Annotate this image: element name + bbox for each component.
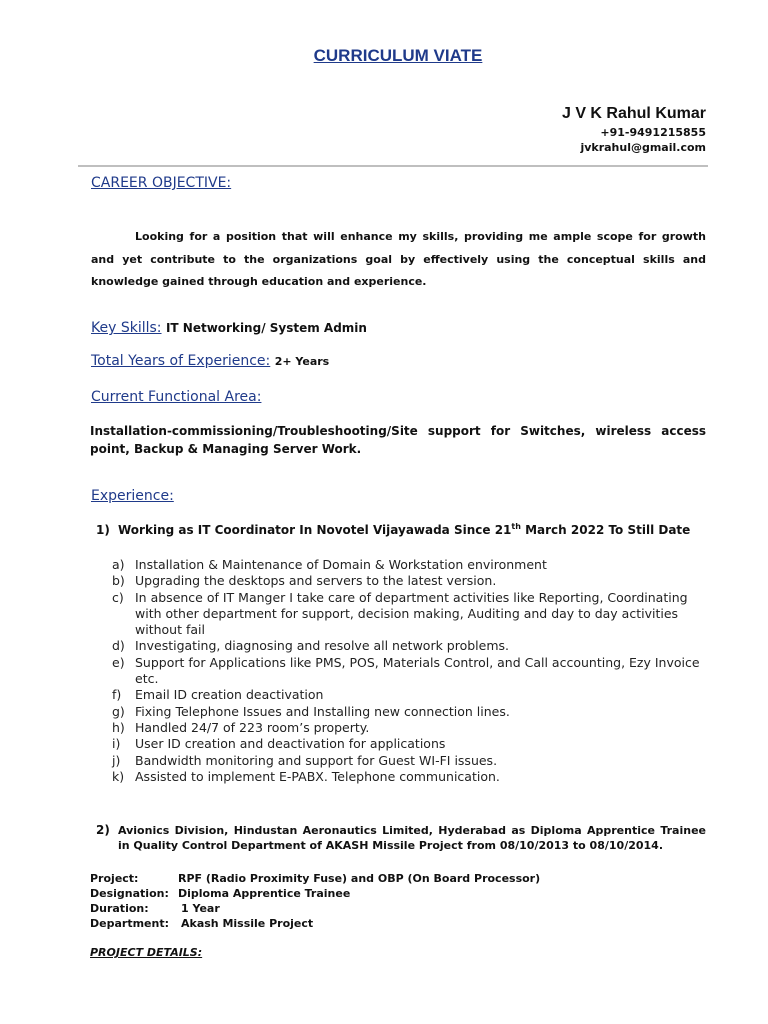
list-item: c) In absence of IT Manger I take care of department activities like Reporting, Coordinating with other department for support, decision making, Auditing and day to day activities without fail xyxy=(112,589,688,638)
document-title: CURRICULUM VIATE xyxy=(313,46,483,65)
career-objective-heading: CAREER OBJECTIVE: xyxy=(91,175,232,191)
list-item: g) Fixing Telephone Issues and Installing new connection lines. xyxy=(112,703,510,719)
list-item: k) Assisted to implement E-PABX. Telephone communication. xyxy=(112,768,500,784)
project-details-heading: PROJECT DETAILS: xyxy=(90,946,203,959)
list-item: j) Bandwidth monitoring and support for Guest WI-FI issues. xyxy=(112,752,498,768)
department-row: Department: Akash Missile Project xyxy=(90,917,314,930)
phone-number: +91-9491215855 xyxy=(600,126,706,139)
job1-responsibilities xyxy=(112,557,706,785)
project-summary xyxy=(90,871,540,931)
job1-heading: 1) Working as IT Coordinator In Novotel Vijayawada Since 21th March 2022 To Still Date xyxy=(96,522,691,537)
list-item: a) Installation & Maintenance of Domain & Workstation environment xyxy=(112,557,547,572)
list-item: d) Investigating, diagnosing and resolve all network problems. xyxy=(112,638,510,654)
list-item: h) Handled 24/7 of 223 room’s property. xyxy=(112,719,370,735)
duration-row: Duration: 1 Year xyxy=(90,902,220,915)
total-experience-line: Total Years of Experience: 2+ Years xyxy=(91,353,330,369)
project-row: Project: RPF (Radio Proximity Fuse) and OBP (On Board Processor) xyxy=(90,872,541,885)
functional-area-text: Installation-commissioning/Troubleshooting/Site support for Switches, wireless access point, Backup & Managing Server Work. xyxy=(90,424,706,456)
header-divider xyxy=(78,165,708,167)
career-objective-text: Looking for a position that will enhance my skills, providing me ample scope for growth and yet contribute to the organizations goal by effectively using the conceptual skills and knowledge gained through education and experience. xyxy=(91,230,706,288)
list-item: b) Upgrading the desktops and servers to the latest version. xyxy=(112,573,497,589)
list-item: f) Email ID creation deactivation xyxy=(112,687,324,703)
total-experience-value: 2+ Years xyxy=(274,355,330,368)
key-skills-value: IT Networking/ System Admin xyxy=(165,321,367,335)
functional-area-heading: Current Functional Area: xyxy=(91,389,262,405)
designation-row: Designation: Diploma Apprentice Trainee xyxy=(90,887,351,900)
key-skills-line: Key Skills: IT Networking/ System Admin xyxy=(91,320,367,336)
experience-heading: Experience: xyxy=(91,488,174,504)
email-address: jvkrahul@gmail.com xyxy=(580,141,706,154)
list-item: e) Support for Applications like PMS, POS, Materials Control, and Call accounting, Ezy Invoice etc. xyxy=(112,654,700,687)
job2-heading: 2) Avionics Division, Hindustan Aeronautics Limited, Hyderabad as Diploma Apprentice Trainee in Quality Control Department of AKASH Missile Project from 08/10/2013 to 08/10/2014. xyxy=(96,823,706,852)
candidate-name: J V K Rahul Kumar xyxy=(561,105,706,122)
list-item: i) User ID creation and deactivation for applications xyxy=(112,736,446,752)
